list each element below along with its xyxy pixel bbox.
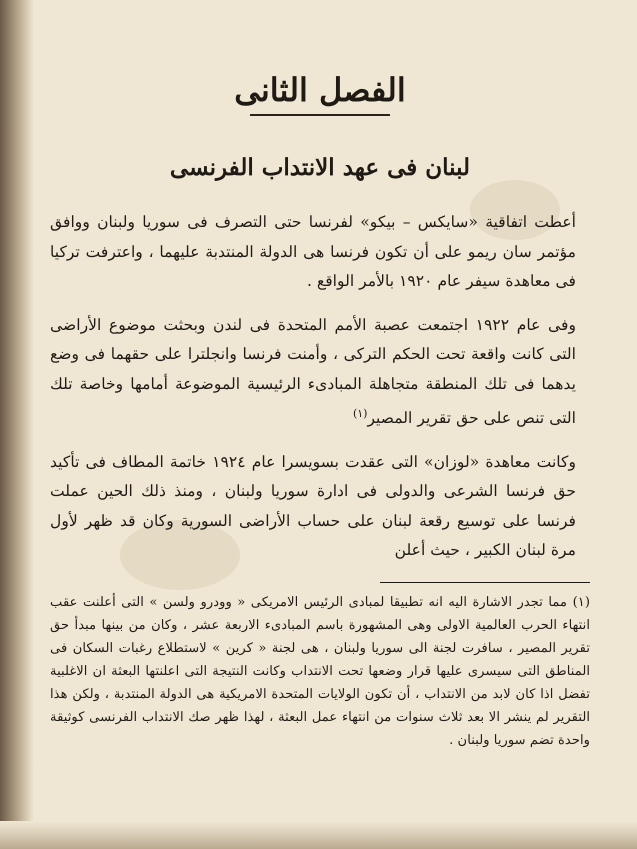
paragraph-2 (50, 311, 590, 434)
footnote (50, 591, 590, 752)
section-title: لبنان فى عهد الانتداب الفرنسى (169, 154, 471, 181)
page-content (50, 68, 590, 752)
paragraph-3: وكانت معاهدة «لوزان» التى عقدت بسويسرا عام ١٩٢٤ خاتمة المطاف فى تأكيد حق فرنسا الشرعى والدولى فى ادارة سوريا ولبنان ، ومنذ ذلك الحين عملت فرنسا على توسيع رقعة لبنان على حساب الأراضى السورية وكان قد ظهر لأول مرة لبنان الكبير ، حيث أعلن (50, 452, 576, 560)
page-bottom-edge (0, 821, 637, 849)
chapter-title: الفصل الثانى (234, 71, 406, 109)
paragraph-1: أعطت اتفاقية «سايكس – بيكو» لفرنسا حتى التصرف فى سوريا ولبنان ووافق مؤتمر سان ريمو على أن تكون فرنسا هى الدولة المنتدبة عليهما ، واعترفت تركيا فى معاهدة سيفر عام ١٩٢٠ بالأمر الواقع . (50, 213, 576, 290)
footnote-text: مما تجدر الاشارة اليه انه تطبيقا لمبادى الرئيس الامريكى « وودرو ولسن » التى أعلنت عقب انتهاء الحرب العالمية الاولى وهى المشهورة باسم المبادىء الاربعة عشر ، وكان من بينها مبدأ حق تقرير المصير ، سافرت لجنة الى سوريا ولبنان ، هى لجنة « كرين » لاستطلاع رغبات السكان فى المناطق التى سيسرى عليها قرار وضعها تحت الانتداب وكانت النتيجة التى اعلنتها البعثة ان الاغلبية تفضل اذا كان لابد من الانتداب ، أن تكون الولايات المتحدة الامريكية هى الدولة المنتدبة ، ولكن هذا التقرير لم ينشر الا بعد ثلاث سنوات من انتهاء عمل البعثة ، لهذا ظهر صك الانتداب الفرنسى كوثيقة واحدة تضم سوريا ولبنان . (50, 594, 590, 748)
footnote-reference: (١) (352, 407, 368, 420)
paragraph-2-text: وفى عام ١٩٢٢ اجتمعت عصبة الأمم المتحدة فى لندن وبحثت موضوع الأراضى التى كانت واقعة تحت الحكم التركى ، وأمنت فرنسا وانجلترا على حقهما فى وضع يدهما فى تلك المنطقة متجاهلة المبادىء الرئيسية الموضوعة أمامها وخاصة تلك التى تنص على حق تقرير المصير (50, 315, 576, 428)
chapter-title-underline (250, 114, 390, 116)
binding-edge-shadow (0, 0, 34, 849)
footnote-marker: (١) (572, 594, 590, 610)
footnote-separator (380, 582, 590, 583)
